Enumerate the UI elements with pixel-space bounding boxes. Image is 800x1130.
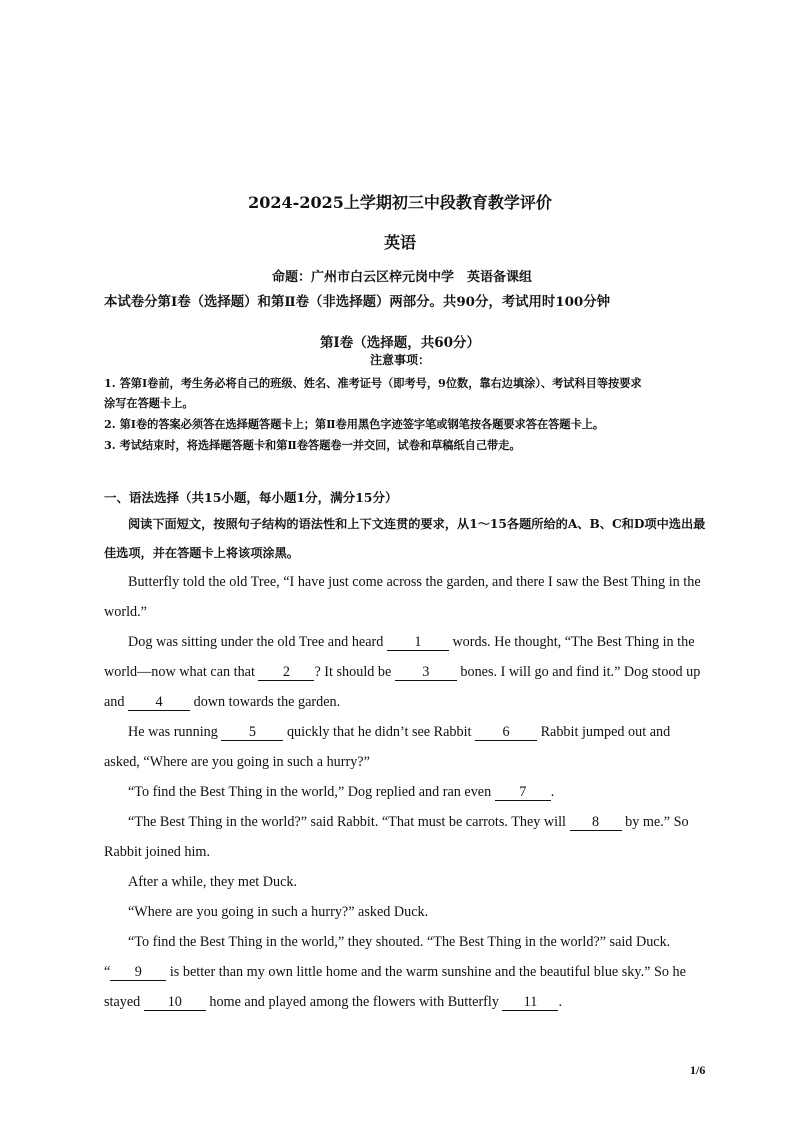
passage-line [128, 634, 695, 651]
volume-title: 第Ⅰ卷（选择题，共60分） [319, 335, 481, 351]
passage-text: . [550, 784, 555, 800]
passage-text: down towards the garden. [190, 694, 341, 710]
blank-3: 3 [395, 665, 457, 681]
subject-title: 英语 [383, 233, 416, 252]
blank-2: 2 [258, 665, 314, 681]
passage-line [128, 574, 701, 591]
passage-line [128, 724, 670, 741]
passage-text: . [558, 994, 563, 1010]
passage-line [104, 844, 210, 861]
notes-heading: 注意事项： [369, 353, 430, 367]
blank-5: 5 [221, 725, 283, 741]
section-heading: 一、语法选择（共15小题，每小题1分，满分15分） [104, 490, 398, 505]
passage-line [104, 754, 370, 771]
passage-text: world—now what can that [104, 664, 259, 680]
passage-line [104, 994, 562, 1011]
passage-text: Dog was sitting under the old Tree and heard [128, 634, 387, 650]
passage-text: is better than my own little home and the warm sunshine and the beautiful blue sky.” So he [166, 964, 686, 980]
blank-8: 8 [570, 815, 622, 831]
exam-title: 2024-2025上学期初三中段教育教学评价 [248, 193, 552, 212]
passage-text: “Where are you going in such a hurry?” asked Duck. [128, 904, 429, 920]
passage-text: home and played among the flowers with Butterfly [205, 994, 503, 1010]
passage-text: quickly that he didn’t see Rabbit [283, 724, 476, 740]
blank-11: 11 [502, 995, 558, 1011]
passage-text: He was running [128, 724, 222, 740]
passage-text: bones. I will go and find it.” Dog stood up [456, 664, 701, 680]
directions-line-2: 佳选项，并在答题卡上将该项涂黑。 [104, 546, 299, 560]
passage-line [128, 874, 297, 891]
directions-line-1: 阅读下面短文，按照句子结构的语法性和上下文连贯的要求，从1～15各题所给的A、B、C和D项中选出最 [128, 517, 706, 531]
passage-line [104, 664, 700, 681]
blank-1: 1 [387, 635, 449, 651]
note-3: 3. 考试结束时，将选择题答题卡和第Ⅱ卷答题卷一并交回，试卷和草稿纸自己带走。 [104, 438, 521, 452]
page-number: 1/6 [690, 1063, 706, 1077]
passage-text: Rabbit jumped out and [537, 724, 671, 740]
passage-line [128, 784, 554, 801]
note-2: 2. 第Ⅰ卷的答案必须答在选择题答题卡上；第Ⅱ卷用黑色字迹签字笔或钢笔按各题要求答在答题卡上。 [104, 417, 605, 431]
passage-text: by me.” So [621, 814, 689, 830]
blank-6: 6 [475, 725, 537, 741]
passage-line [128, 934, 670, 951]
passage-text: Butterfly told the old Tree, “I have just come across the garden, and there I saw the Best Thing in the [128, 574, 701, 590]
passage-text: “The Best Thing in the world?” said Rabbit. “That must be carrots. They will [128, 814, 570, 830]
passage-text: “ [104, 964, 111, 980]
passage-text: words. He thought, “The Best Thing in the [448, 634, 695, 650]
blank-4: 4 [128, 695, 190, 711]
passage-text: world.” [104, 604, 147, 620]
blank-7: 7 [495, 785, 551, 801]
passage-line [104, 694, 340, 711]
passage-text: “To find the Best Thing in the world,” they shouted. “The Best Thing in the world?” said Duck. [128, 934, 671, 950]
note-1-line-1: 1. 答第Ⅰ卷前，考生务必将自己的班级、姓名、准考证号（即考号，9位数，靠右边填涂）、考试科目等按要求 [104, 376, 642, 390]
author-line: 命题：广州市白云区梓元岗中学 英语备课组 [272, 270, 533, 285]
passage-text: and [104, 694, 129, 710]
blank-10: 10 [144, 995, 206, 1011]
passage-line [128, 814, 689, 831]
passage-text: asked, “Where are you going in such a hurry?” [104, 754, 370, 770]
passage-line [104, 604, 147, 621]
passage-line [128, 904, 428, 921]
passage-line [104, 964, 686, 981]
exam-intro: 本试卷分第Ⅰ卷（选择题）和第Ⅱ卷（非选择题）两部分。共90分，考试用时100分钟 [104, 294, 611, 310]
passage-text: stayed [104, 994, 144, 1010]
passage-text: “To find the Best Thing in the world,” Dog replied and ran even [128, 784, 495, 800]
passage-text: Rabbit joined him. [104, 844, 211, 860]
note-1-line-2: 涂写在答题卡上。 [104, 396, 194, 410]
passage-text: ? It should be [314, 664, 395, 680]
passage-text: After a while, they met Duck. [128, 874, 298, 890]
blank-9: 9 [110, 965, 166, 981]
